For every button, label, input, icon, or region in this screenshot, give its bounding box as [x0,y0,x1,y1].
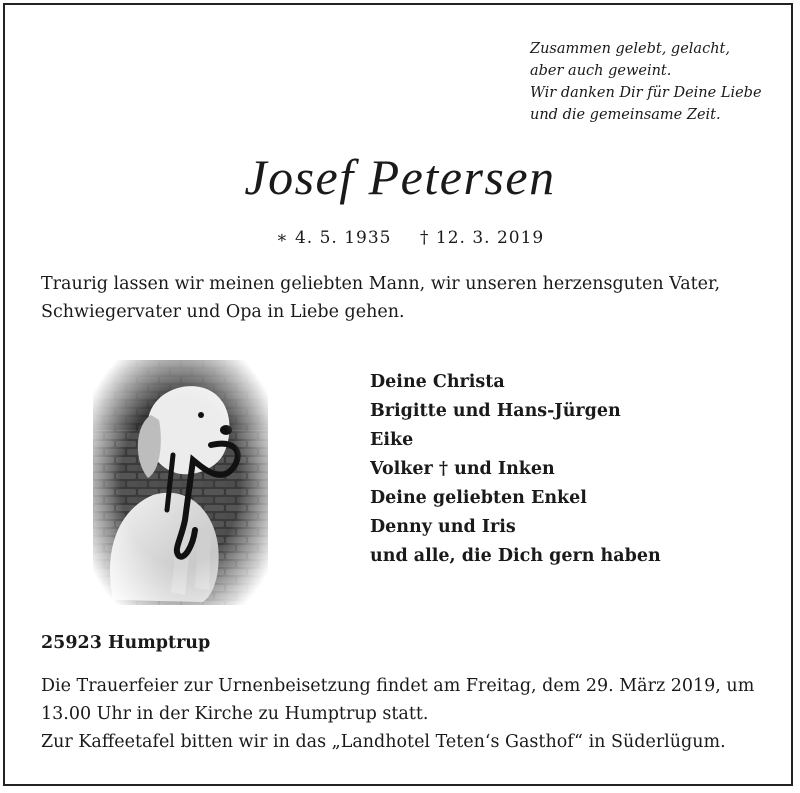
motto-line: Wir danken Dir für Deine Liebe [530,85,762,101]
intro-line: Schwiegervater und Opa in Liebe gehen. [41,302,405,322]
mourner-line: Denny und Iris [370,517,516,537]
mourner-line: Deine geliebten Enkel [370,488,587,508]
mourner-line: und alle, die Dich gern haben [370,546,661,566]
place: 25923 Humptrup [41,633,211,653]
deceased-name: Josef Petersen [244,149,556,205]
mourner-line: Volker † und Inken [370,459,555,479]
mourner-line: Eike [370,430,414,450]
mourners-list [370,368,661,571]
intro-text [41,270,761,326]
birth-date: ∗ 4. 5. 1935 [276,228,392,248]
funeral-details [41,672,771,756]
death-date: † 12. 3. 2019 [420,228,545,248]
funeral-line: 13.00 Uhr in der Kirche zu Humptrup statt. [41,704,429,724]
mourner-line: Deine Christa [370,372,505,392]
intro-line: Traurig lassen wir meinen geliebten Mann, wir unseren herzensguten Vater, [41,274,721,294]
mourner-line: Brigitte und Hans-Jürgen [370,401,621,421]
dog-photo [93,360,268,605]
motto-line: aber auch geweint. [530,63,672,79]
funeral-line: Die Trauerfeier zur Urnenbeisetzung findet am Freitag, dem 29. März 2019, um [41,676,755,696]
motto-line: Zusammen gelebt, gelacht, [530,41,730,57]
funeral-line: Zur Kaffeetafel bitten wir in das „Landhotel Teten‘s Gasthof“ in Süderlügum. [41,732,726,752]
motto-line: und die gemeinsame Zeit. [530,107,721,123]
dog-photo-icon [93,360,268,605]
motto [530,38,762,126]
